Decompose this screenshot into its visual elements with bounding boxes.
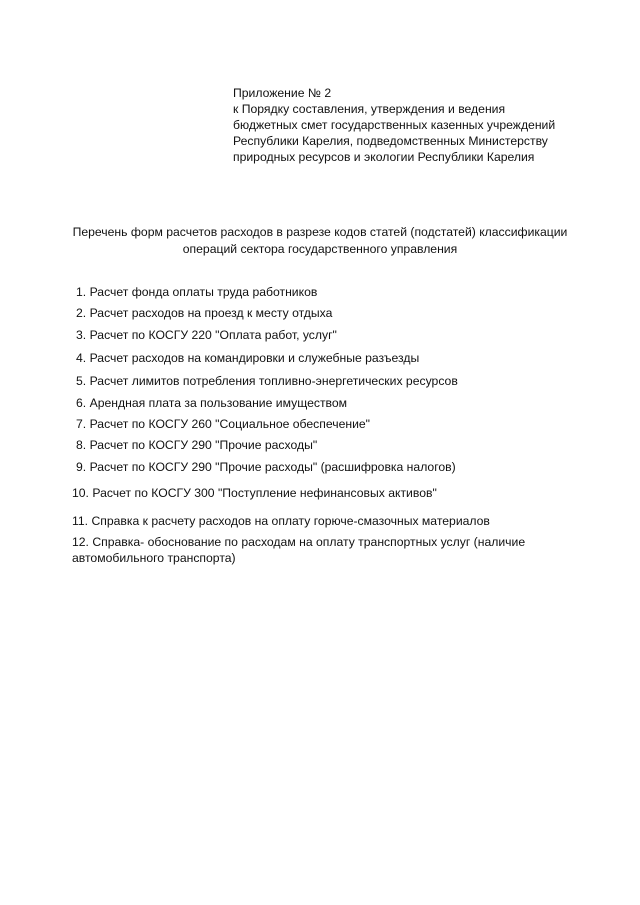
list-item-text: Расчет фонда оплаты труда работников — [89, 285, 318, 299]
list-item — [72, 513, 490, 529]
list-item-text-continued: автомобильного транспорта) — [72, 551, 236, 565]
list-item-number: 8. — [76, 438, 87, 452]
list-item-number: 12. — [72, 535, 89, 549]
appendix-title: Приложение № 2 — [233, 86, 332, 100]
list-item — [76, 459, 456, 475]
list-item-number: 9. — [76, 460, 87, 474]
list-item-number: 7. — [76, 417, 87, 431]
list-item-number: 2. — [76, 306, 87, 320]
appendix-line: к Порядку составления, утверждения и ведения — [233, 102, 506, 116]
list-item-number: 11. — [72, 514, 89, 528]
list-item-text: Справка к расчету расходов на оплату горюче-смазочных материалов — [91, 514, 490, 528]
list-item-number: 4. — [76, 351, 87, 365]
list-item-text: Расчет по КОСГУ 220 "Оплата работ, услуг" — [89, 328, 337, 342]
appendix-line: природных ресурсов и экологии Республики Карелия — [233, 150, 535, 164]
list-item-number: 6. — [76, 396, 87, 410]
list-item-text: Справка- обоснование по расходам на оплату транспортных услуг (наличие — [92, 535, 526, 549]
heading-line-2: операций сектора государственного управления — [182, 242, 458, 256]
list-item-text: Расчет по КОСГУ 290 "Прочие расходы" (расшифровка налогов) — [89, 460, 456, 474]
document-heading — [0, 224, 640, 258]
list-item — [76, 395, 347, 411]
list-item — [76, 284, 317, 300]
list-item-text: Арендная плата за пользование имуществом — [89, 396, 348, 410]
appendix-line: бюджетных смет государственных казенных учреждений — [233, 118, 556, 132]
list-item-text: Расчет лимитов потребления топливно-энергетических ресурсов — [89, 374, 458, 388]
appendix-block — [233, 85, 623, 165]
list-item-text: Расчет расходов на проезд к месту отдыха — [89, 306, 333, 320]
list-item — [76, 416, 370, 432]
list-item-number: 1. — [76, 285, 87, 299]
list-item — [76, 305, 332, 321]
list-item — [76, 437, 317, 453]
heading-line-1: Перечень форм расчетов расходов в разрезе кодов статей (подстатей) классификации — [72, 225, 568, 239]
list-item-text: Расчет расходов на командировки и служебные разъезды — [89, 351, 420, 365]
list-item — [72, 534, 525, 566]
list-item-text: Расчет по КОСГУ 300 "Поступление нефинансовых активов" — [92, 486, 437, 500]
list-item — [76, 327, 337, 343]
list-item-text: Расчет по КОСГУ 290 "Прочие расходы" — [89, 438, 318, 452]
list-item — [76, 350, 419, 366]
appendix-line: Республики Карелия, подведомственных Министерству — [233, 134, 548, 148]
list-item-number: 5. — [76, 374, 87, 388]
list-item — [72, 485, 437, 501]
list-item-text: Расчет по КОСГУ 260 "Социальное обеспечение" — [89, 417, 371, 431]
list-item-number: 10. — [72, 486, 89, 500]
list-item — [76, 373, 458, 389]
list-item-number: 3. — [76, 328, 87, 342]
